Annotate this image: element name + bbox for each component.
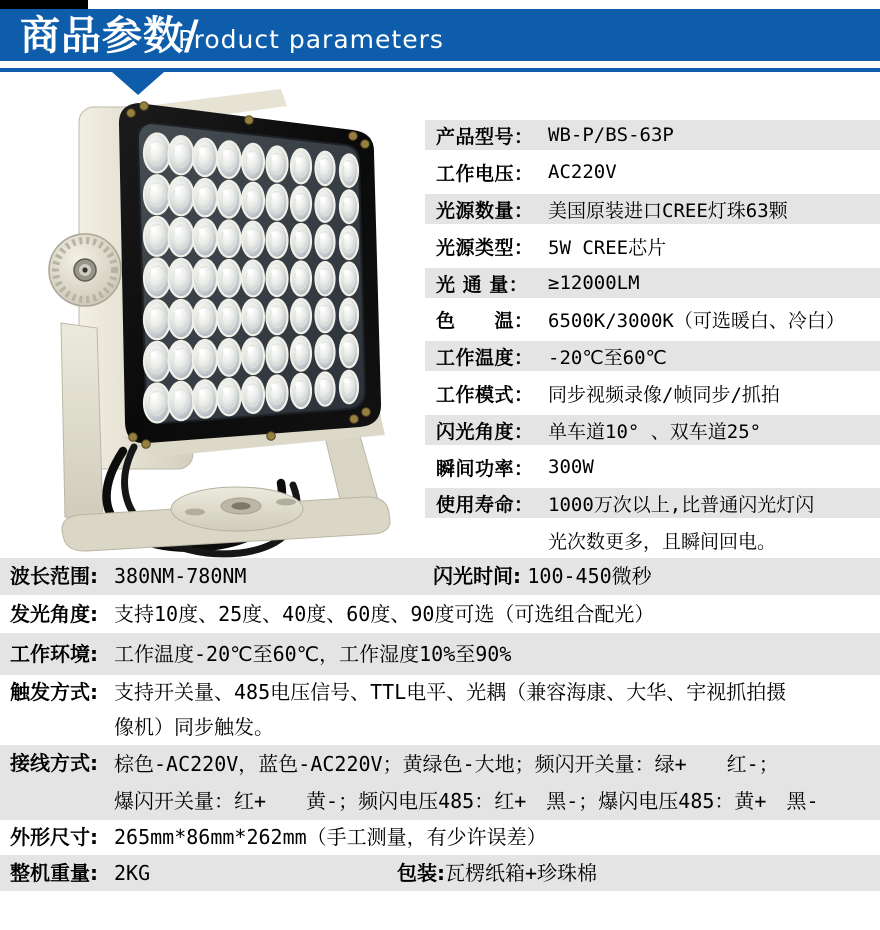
details-cell2 xyxy=(397,855,597,891)
spec-label: 工作电压： xyxy=(436,162,534,185)
spec-label: 工作温度： xyxy=(436,346,534,369)
details-label: 外形尺寸: xyxy=(10,825,98,849)
spec-value: ≥12000LM xyxy=(548,272,640,294)
product-photo xyxy=(35,85,435,560)
spec-label: 闪光角度： xyxy=(436,420,534,443)
spec-label: 色 温： xyxy=(436,309,534,332)
page-title-zh: 商品参数/ xyxy=(20,13,200,59)
spec-row xyxy=(425,341,880,371)
spec-value: 5W CREE芯片 xyxy=(548,236,667,259)
details-cell2 xyxy=(433,558,652,595)
spec-row xyxy=(425,157,880,187)
details-value: 瓦楞纸箱+珍珠棉 xyxy=(445,861,598,885)
details-row xyxy=(0,820,880,855)
header-banner xyxy=(0,0,880,96)
details-label: 工作环境: xyxy=(10,642,98,666)
spec-value: 单车道10° 、双车道25° xyxy=(548,420,762,443)
bracket-left-leg xyxy=(61,323,103,521)
spec-row xyxy=(425,488,880,518)
spec-label: 光源类型： xyxy=(436,236,534,259)
spec-row xyxy=(425,452,880,482)
details-value: 100-450微秒 xyxy=(527,564,652,588)
spec-label: 光 通 量： xyxy=(436,273,529,296)
spec-row xyxy=(425,378,880,408)
spec-row xyxy=(425,304,880,334)
details-value-line1: 棕色-AC220V，蓝色-AC220V；黄绿色-大地；频闪开关量：绿+ 红-； xyxy=(114,752,779,776)
spec-value: 6500K/3000K（可选暖白、冷白） xyxy=(548,309,845,332)
details-value xyxy=(114,675,880,745)
spec-label: 使用寿命： xyxy=(436,493,534,516)
details-label: 发光角度: xyxy=(10,602,98,626)
details-label: 整机重量: xyxy=(10,861,98,885)
details-label: 闪光时间: xyxy=(433,564,521,588)
details-row xyxy=(0,675,880,745)
details-label: 接线方式: xyxy=(10,751,98,775)
details-row xyxy=(0,855,880,891)
spec-label: 产品型号： xyxy=(436,125,534,148)
header-accent-bar xyxy=(0,0,88,9)
details-value-line2: 像机）同步触发。 xyxy=(114,715,274,739)
spec-label: 光源数量： xyxy=(436,199,534,222)
spec-row xyxy=(425,415,880,445)
spec-value: 美国原装进口CREE灯珠63颗 xyxy=(548,199,788,222)
details-row xyxy=(0,558,880,595)
details-value-line1: 支持开关量、485电压信号、TTL电平、光耦（兼容海康、大华、宇视抓拍摄 xyxy=(114,680,787,704)
details-value-line2: 爆闪开关量：红+ 黄-；频闪电压485：红+ 黑-；爆闪电压485：黄+ 黑- xyxy=(114,789,819,813)
details-value xyxy=(114,746,880,820)
spec-row xyxy=(425,231,880,261)
details-label: 波长范围: xyxy=(10,564,98,588)
spec-row xyxy=(425,268,880,298)
details-value: 2KG xyxy=(114,861,151,885)
details-label: 触发方式: xyxy=(10,680,98,704)
details-value: 工作温度-20℃至60℃，工作湿度10%至90% xyxy=(114,642,512,666)
page-title-en: Product parameters xyxy=(178,25,444,54)
bracket-base-plate xyxy=(171,487,303,531)
spec-value: 300W xyxy=(548,456,594,478)
spec-row xyxy=(425,194,880,224)
spec-label: 工作模式： xyxy=(436,383,534,406)
lamp-knob xyxy=(49,234,121,306)
spec-value: AC220V xyxy=(548,161,617,183)
details-value: 支持10度、25度、40度、60度、90度可选（可选组合配光） xyxy=(114,602,655,626)
details-row xyxy=(0,595,880,633)
spec-row xyxy=(425,120,880,150)
details-row xyxy=(0,745,880,820)
spec-value: WB-P/BS-63P xyxy=(548,124,674,146)
details-value: 265mm*86mm*262mm（手工测量，有少许误差） xyxy=(114,825,547,849)
spec-value: -20℃至60℃ xyxy=(548,346,667,369)
spec-label: 瞬间功率： xyxy=(436,457,534,480)
details-label: 包装: xyxy=(397,861,445,885)
spec-value: 光次数更多，且瞬间回电。 xyxy=(548,530,777,553)
spec-value: 1000万次以上,比普通闪光灯闪 xyxy=(548,493,815,516)
details-row xyxy=(0,633,880,675)
spec-value: 同步视频录像/帧同步/抓拍 xyxy=(548,383,780,406)
spec-row xyxy=(425,525,880,555)
details-value: 380NM-780NM xyxy=(114,564,247,588)
